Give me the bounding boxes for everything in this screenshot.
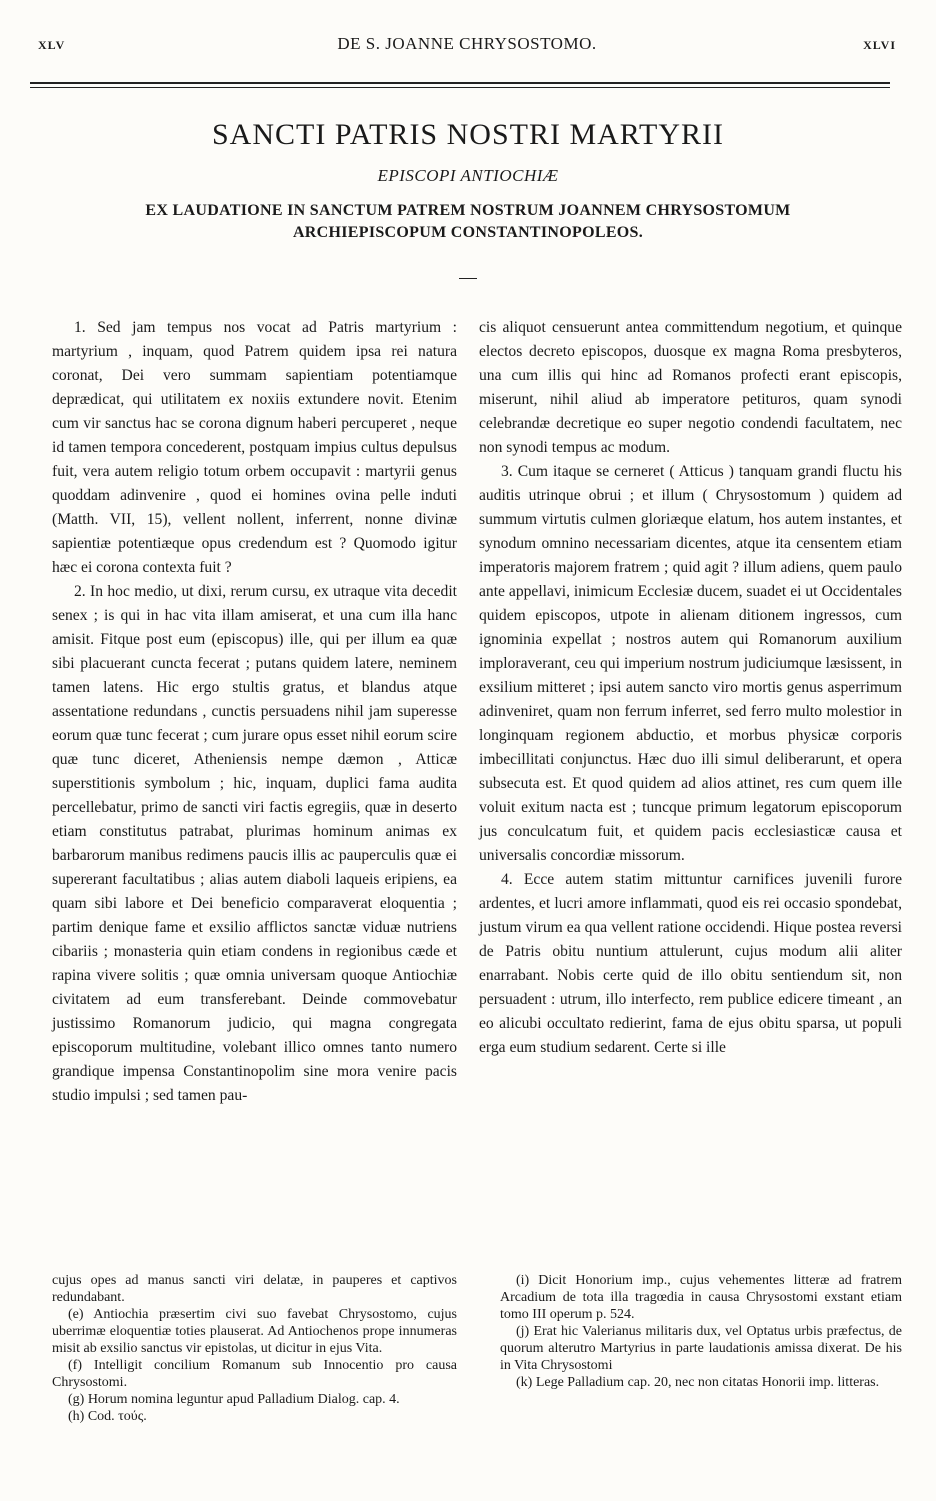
paragraph: 1. Sed jam tempus nos vocat ad Patris martyrium : martyrium , inquam, quod Patrem quidem ipsa rei natura coronat, Dei vero summam sapientiam potentiamque deprædicat, qui utilitatem ex noxiis extundere novit. Etenim cum vir sanctus hac se corona dignum haberi percuperet , neque id tamen tempora concederent, postquam impius cultus depulsus fuit, vera autem religio totum orbem occupavit : martyrii genus quoddam adinvenire , quod ei homines ovina pelle induti (Matth. VII, 15), vellent nollent, inferrent, nonne divinæ sapientiæ potentiæque opus credendum est ? Quomodo igitur hæc ei corona contexta fuit ? — [52, 319, 457, 576]
paragraph-continued: cis aliquot censuerunt antea committendum negotium, et quinque electos decreto episcopos, duosque ex magna Roma presbyteros, una cum illis qui hinc ad Romanos profecti erant episcopis, miserunt, nihil aliud ab imperatore petituros, quam synodi celebrandæ decretique eo super negotio condendi facultatem, nec non synodi tempus ac modum. — [479, 319, 902, 456]
footnote: (i) Dicit Honorium imp., cujus vehementes litteræ ad fratrem Arcadium de tota illa tragœdia in causa Chrysostomi exstant etiam tomo III operum p. 524. — [500, 1273, 902, 1322]
subhead-line-1: EX LAUDATIONE IN SANCTUM PATREM NOSTRUM JOANNEM CHRYSOSTOMUM — [145, 202, 791, 219]
footnotes-left — [52, 1272, 457, 1425]
running-title: DE S. JOANNE CHRYSOSTOMO. — [337, 34, 597, 53]
footnotes-right — [500, 1272, 902, 1391]
title-block — [60, 118, 876, 279]
paragraph: 3. Cum itaque se cerneret ( Atticus ) tanquam grandi fluctu his auditis utrinque obrui ; et illum ( Chrysostomum ) quidem ad summum virtutis culmen gloriæque elatum, hos autem instantes, et synodum omnino necessariam dicentes, atque ita censentem etiam imperatoris majorem fratrem ; quid agit ? illum adiens, quem paulo ante appellavi, inimicum Ecclesiæ ducem, suadet ei ut Occidentales quidem episcopos, utpote in alienam ditionem ingressos, cum ignominia expellat ; nostros autem qui Romanorum auxilium imploraverant, ceu qui imperium nostrum judiciumque læsissent, in exsilium mitteret ; ipsi autem sancto viro mortis genus asperrimum adinveniret, quam non ferrum inferret, sed ferro multo molestior in longinquam regionem abductio, et morbus physicæ corporis imbecillitati conjunctus. Hæc duo illi simul deliberarunt, et opera subsecuta est. Et quod quidem ad alios attinet, res cum quem ille voluit exitum nacta est ; tuncque primum legatorum episcoporum jus conculcatum fuit, et quidem pacis ecclesiasticæ causa et universalis concordiæ missorum. — [479, 463, 902, 864]
footnote-continued: cujus opes ad manus sancti viri delatæ, in pauperes et captivos redundabant. — [52, 1273, 457, 1305]
text-column-right — [479, 316, 902, 1060]
footnote: (g) Horum nomina leguntur apud Palladium Dialog. cap. 4. — [68, 1392, 400, 1407]
running-head — [38, 34, 896, 56]
column-number-left: XLV — [38, 38, 66, 52]
footnote: (j) Erat hic Valerianus militaris dux, vel Optatus urbis præfectus, de quorum alterutro Martyrius in parte laudationis amissa dixerat. De his in Vita Chrysostomi — [500, 1324, 902, 1373]
footnote: (e) Antiochia præsertim civi suo favebat Chrysostomo, cujus uberrimæ eloquentiæ toties plauserat. Ad Antiochenos prope innumeras misit ab exsilio sanctus vir epistolas, ut dicitur in ejus Vita. — [52, 1307, 457, 1356]
main-title: SANCTI PATRIS NOSTRI MARTYRII — [212, 118, 724, 151]
header-rule — [30, 82, 890, 88]
subhead — [60, 200, 876, 244]
footnote: (f) Intelligit concilium Romanum sub Innocentio pro causa Chrysostomi. — [52, 1358, 457, 1390]
column-number-right: XLVI — [863, 38, 896, 52]
footnote: (k) Lege Palladium cap. 20, nec non citatas Honorii imp. litteras. — [516, 1375, 880, 1390]
subhead-line-2: ARCHIEPISCOPUM CONSTANTINOPOLEOS. — [292, 224, 644, 241]
separator-dash — [459, 278, 477, 279]
footnote: (h) Cod. τούς. — [68, 1409, 147, 1424]
paragraph: 4. Ecce autem statim mittuntur carnifices juvenili furore ardentes, et lucri amore inflammati, quod eis rei occasio spondebat, justum virum ea qua vellent ratione occidendi. Hique postea reversi de Patris obitu nuntium attulerunt, cujus modum alii aliter enarrabant. Nobis certe quid de illo obitu sentiendum sit, non persuadent : utrum, illo interfecto, rem publice edicere timeant , an eo alicubi occultato redierint, fama de ejus obitu sparsa, ut populi erga eum studium sedarent. Certe si ille — [479, 871, 902, 1056]
subtitle: EPISCOPI ANTIOCHIÆ — [377, 166, 559, 185]
text-column-left — [52, 316, 457, 1108]
paragraph: 2. In hoc medio, ut dixi, rerum cursu, ex utraque vita decedit senex ; is qui in hac vita illam amiserat, et una cum illa hanc amisit. Fitque post eum (episcopus) ille, qui per illum ea quæ sibi placuerant cuncta fecerat ; putans quidem latere, neminem tamen latens. Hic ergo stultis gratus, et blandus atque assentatione redundans , cunctis persuadens nihil jam superesse eorum quæ tunc fecerat ; cum jurare opus esset nihil eorum scire quæ tunc diceret, Atheniensis nempe dæmon , Atticæ superstitionis symbolum ; hic, inquam, duplici fama audita percellebatur, primo de sancti viri factis egregiis, quæ in deserto etiam constitutus patrabat, plurimas hominum animas ex barbarorum manibus redimens paucis illis ac pauperculis quæ ei supererant facultatibus ; alias autem diaboli laqueis eripiens, ea quam sibi labore et Dei beneficio comparaverat eloquentia ; partim denique fame et exsilio afflictos sanctæ viduæ nutriens cibariis ; monasteria quin etiam condens in regionibus cæde et rapina vivere solitis ; quæ omnia universam quoque Antiochiæ civitatem ad eum transferebant. Deinde commovebatur justissimo Romanorum judicio, qui magna congregata episcoporum multitudine, volebant illico omnes tanto numero grandique impensa Constantinopolim sine mora venire pacis studio impulsi ; sed tamen pau- — [52, 583, 457, 1104]
